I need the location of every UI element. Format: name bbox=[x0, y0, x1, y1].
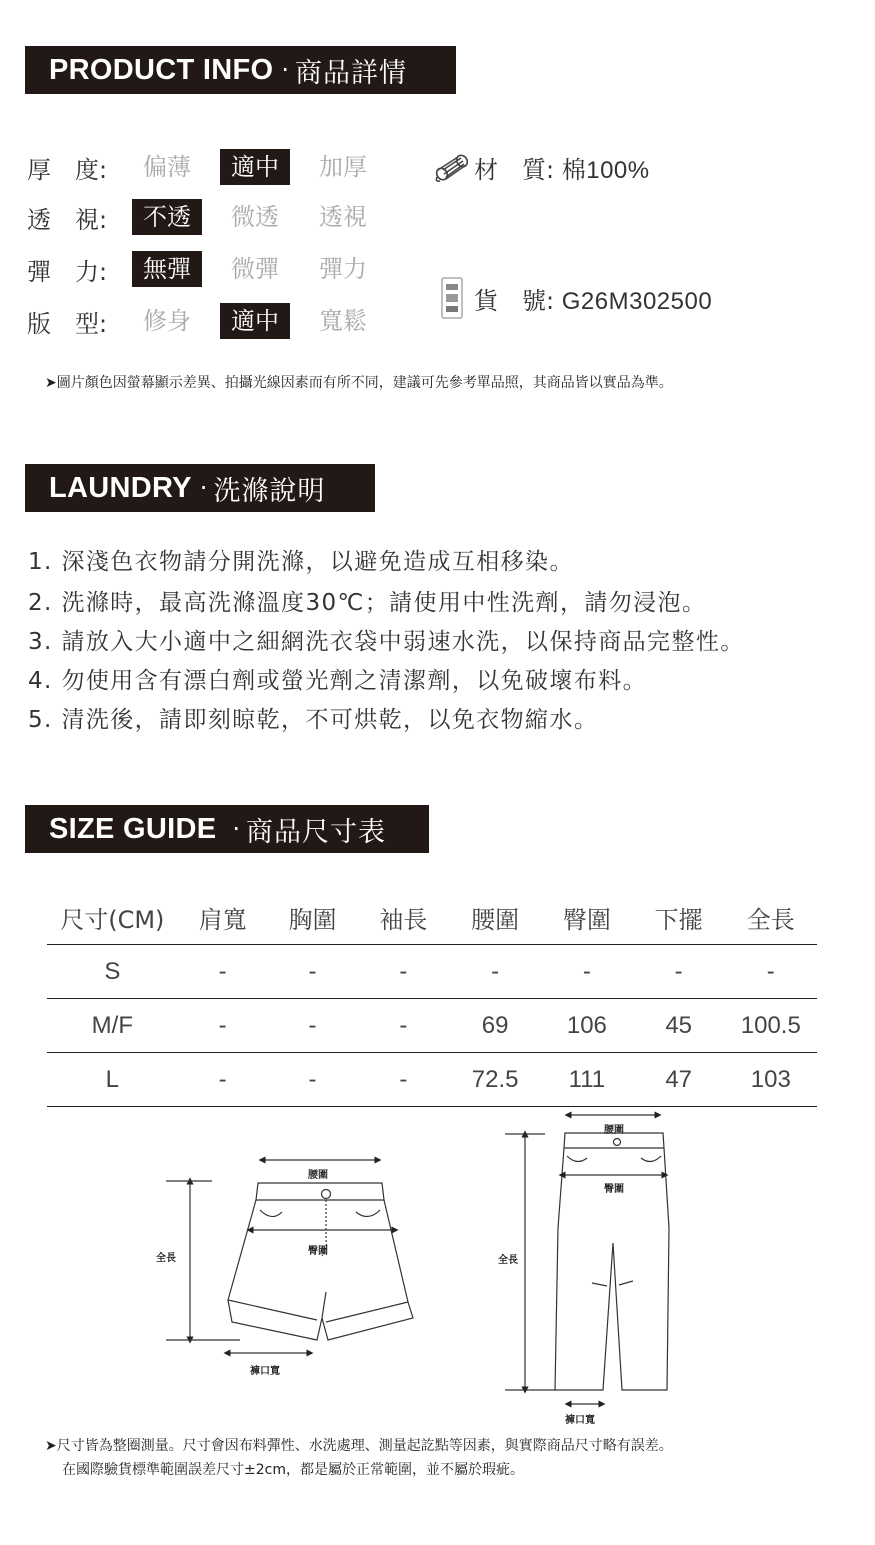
color-note-text: 圖片顏色因螢幕顯示差異、拍攝光線因素而有所不同，建議可先參考單品照，其商品皆以實品為準。 bbox=[56, 375, 673, 391]
size-row bbox=[47, 999, 817, 1053]
laundry-item: 4. 勿使用含有漂白劑或螢光劑之清潔劑，以免破壞布料。 bbox=[28, 668, 648, 694]
attribute-option: 偏薄 bbox=[143, 153, 191, 181]
size-value-cell: - bbox=[268, 999, 358, 1053]
pants-hem-label: 褲口寬 bbox=[565, 1415, 595, 1426]
attribute-option: 透視 bbox=[319, 203, 367, 231]
product-info-title-zh: 商品詳情 bbox=[294, 57, 407, 89]
col-header-sleeve: 袖長 bbox=[357, 890, 449, 945]
attribute-option: 適中 bbox=[220, 149, 290, 185]
laundry-item: 5. 清洗後，請即刻晾乾，不可烘乾，以免衣物縮水。 bbox=[28, 707, 599, 733]
size-value-cell: 106 bbox=[541, 999, 633, 1053]
shorts-waist-label: 腰圍 bbox=[308, 1170, 328, 1181]
pants-hip-label: 臀圍 bbox=[604, 1184, 624, 1195]
attribute-row bbox=[27, 301, 407, 341]
sku-value: G26M302500 bbox=[561, 288, 713, 315]
attribute-option: 寬鬆 bbox=[319, 307, 367, 335]
attribute-option: 微透 bbox=[231, 203, 279, 231]
size-value-cell: - bbox=[357, 999, 449, 1053]
pants-diagram bbox=[495, 1108, 695, 1408]
attribute-option: 修身 bbox=[143, 307, 191, 335]
size-value-cell: 100.5 bbox=[725, 999, 817, 1053]
col-header-shoulder: 肩寬 bbox=[178, 890, 268, 945]
size-value-cell: - bbox=[357, 1053, 449, 1107]
laundry-item: 1. 深淺色衣物請分開洗滌，以避免造成互相移染。 bbox=[28, 549, 574, 575]
attribute-row bbox=[27, 249, 407, 289]
color-note bbox=[45, 372, 673, 392]
size-label-cell: M/F bbox=[47, 999, 178, 1053]
attribute-option: 不透 bbox=[132, 199, 202, 235]
col-header-chest: 胸圍 bbox=[268, 890, 358, 945]
col-header-hem: 下擺 bbox=[633, 890, 725, 945]
size-note-text: 尺寸皆為整圈測量。尺寸會因布料彈性、水洗處理、測量起訖點等因素，與實際商品尺寸略有誤差。 bbox=[56, 1438, 673, 1454]
attribute-row bbox=[27, 147, 407, 187]
size-note-line1 bbox=[45, 1435, 673, 1455]
size-label-cell: S bbox=[47, 945, 178, 999]
size-value-cell: 72.5 bbox=[449, 1053, 541, 1107]
size-value-cell: - bbox=[541, 945, 633, 999]
attribute-option: 微彈 bbox=[231, 255, 279, 283]
col-header-length: 全長 bbox=[725, 890, 817, 945]
shorts-hip-label: 臀圍 bbox=[308, 1246, 328, 1257]
attribute-label: 版 型: bbox=[27, 309, 108, 338]
thread-spool-icon bbox=[434, 150, 472, 184]
arrow-icon: ➤ bbox=[45, 1438, 57, 1454]
size-table bbox=[47, 890, 817, 1107]
material-label: 材 質: bbox=[474, 156, 555, 184]
size-value-cell: - bbox=[268, 945, 358, 999]
product-info-header bbox=[25, 46, 456, 94]
material-value: 棉100% bbox=[561, 157, 650, 184]
size-value-cell: 45 bbox=[633, 999, 725, 1053]
header-separator: · bbox=[232, 815, 240, 843]
size-table-body bbox=[47, 945, 817, 1107]
sku-spec bbox=[474, 281, 712, 316]
attribute-label: 厚 度: bbox=[27, 155, 108, 184]
pants-waist-label: 腰圍 bbox=[604, 1125, 624, 1136]
size-value-cell: - bbox=[725, 945, 817, 999]
laundry-header bbox=[25, 464, 375, 512]
size-label-cell: L bbox=[47, 1053, 178, 1107]
size-guide-title-en: SIZE GUIDE bbox=[49, 812, 217, 845]
laundry-title-zh: 洗滌說明 bbox=[213, 475, 326, 507]
attribute-option: 加厚 bbox=[319, 153, 367, 181]
attribute-label: 透 視: bbox=[27, 205, 108, 234]
size-row bbox=[47, 1053, 817, 1107]
size-note-line2: 在國際驗貨標準範圍誤差尺寸±2cm，都是屬於正常範圍，並不屬於瑕疵。 bbox=[62, 1462, 524, 1478]
laundry-item: 2. 洗滌時，最高洗滌溫度30℃；請使用中性洗劑，請勿浸泡。 bbox=[28, 590, 707, 616]
pants-length-label: 全長 bbox=[498, 1255, 518, 1266]
size-value-cell: 103 bbox=[725, 1053, 817, 1107]
size-value-cell: - bbox=[268, 1053, 358, 1107]
size-value-cell: - bbox=[178, 945, 268, 999]
size-value-cell: - bbox=[449, 945, 541, 999]
header-separator: · bbox=[281, 56, 289, 84]
product-info-title-en: PRODUCT INFO bbox=[49, 53, 274, 86]
attribute-option: 適中 bbox=[220, 303, 290, 339]
size-value-cell: - bbox=[178, 1053, 268, 1107]
attribute-label: 彈 力: bbox=[27, 257, 108, 286]
size-value-cell: 111 bbox=[541, 1053, 633, 1107]
col-header-hip: 臀圍 bbox=[541, 890, 633, 945]
shorts-diagram bbox=[150, 1150, 430, 1380]
size-value-cell: 47 bbox=[633, 1053, 725, 1107]
size-value-cell: - bbox=[633, 945, 725, 999]
size-row bbox=[47, 945, 817, 999]
shorts-hem-label: 褲口寬 bbox=[250, 1366, 280, 1377]
col-header-waist: 腰圍 bbox=[449, 890, 541, 945]
attribute-option: 無彈 bbox=[132, 251, 202, 287]
size-guide-title-zh: 商品尺寸表 bbox=[246, 816, 386, 848]
laundry-item: 3. 請放入大小適中之細網洗衣袋中弱速水洗，以保持商品完整性。 bbox=[28, 629, 745, 655]
size-value-cell: 69 bbox=[449, 999, 541, 1053]
size-table-header-row bbox=[47, 890, 817, 945]
size-guide-header bbox=[25, 805, 429, 853]
laundry-title-en: LAUNDRY bbox=[49, 471, 192, 504]
col-header-size: 尺寸(CM) bbox=[47, 890, 178, 945]
size-value-cell: - bbox=[178, 999, 268, 1053]
sku-label: 貨 號: bbox=[474, 287, 555, 315]
shorts-length-label: 全長 bbox=[156, 1253, 176, 1264]
tag-icon bbox=[440, 276, 466, 320]
size-value-cell: - bbox=[357, 945, 449, 999]
arrow-icon: ➤ bbox=[45, 375, 57, 391]
material-spec bbox=[474, 150, 650, 185]
attribute-option: 彈力 bbox=[319, 255, 367, 283]
attribute-row bbox=[27, 197, 407, 237]
header-separator: · bbox=[199, 474, 208, 502]
